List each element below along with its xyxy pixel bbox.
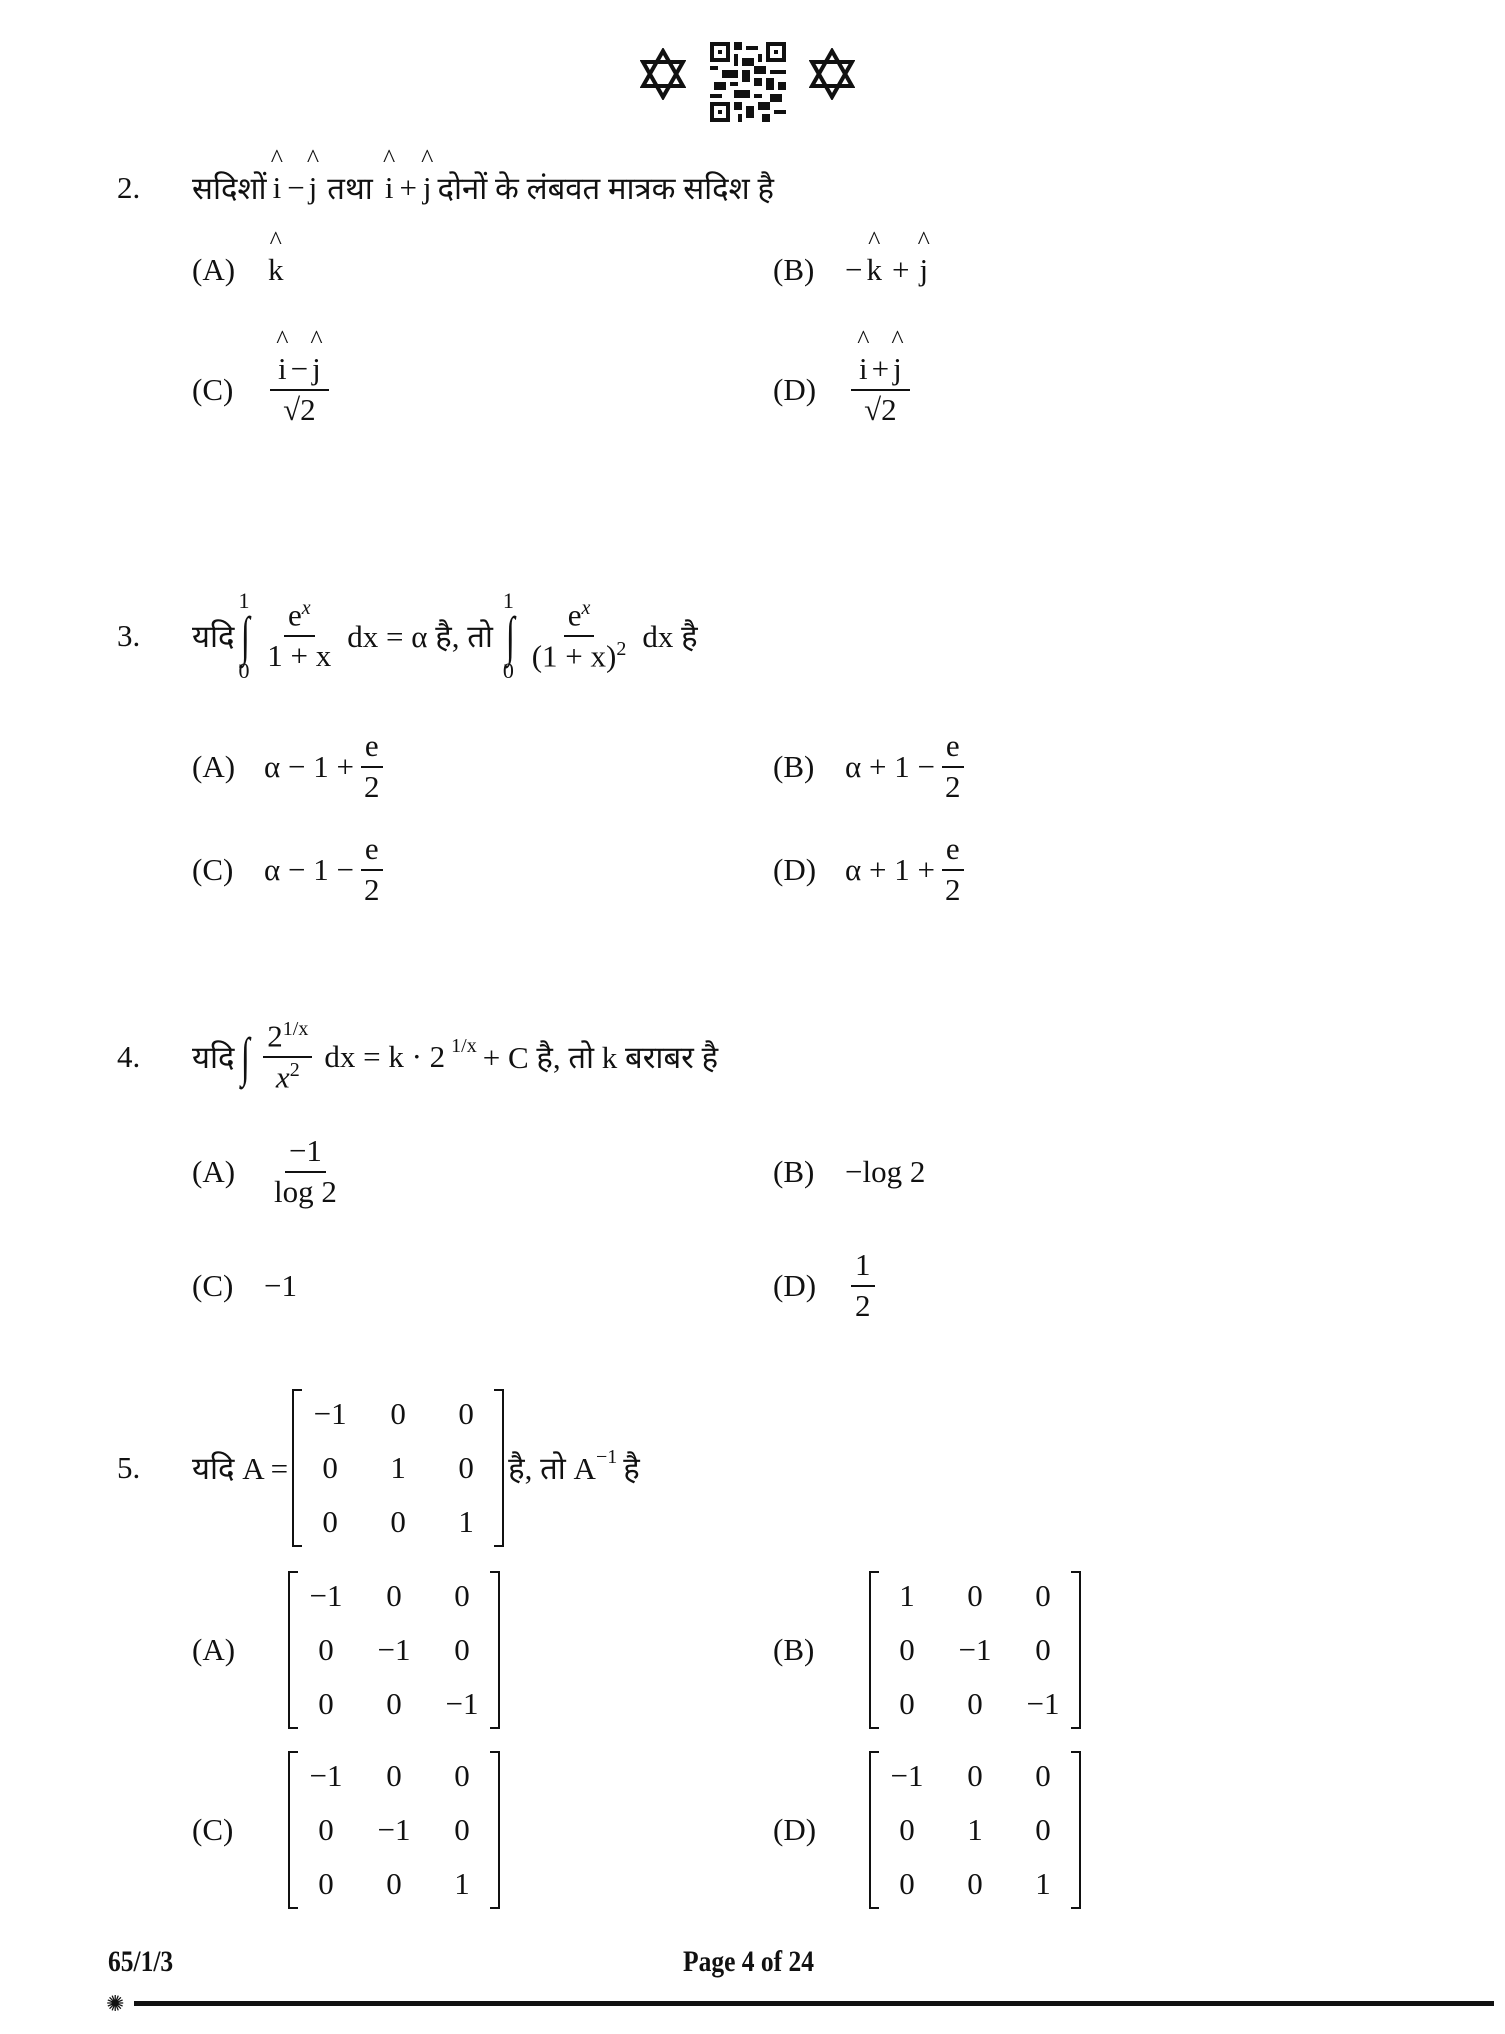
option-d[interactable] bbox=[773, 828, 970, 912]
fraction bbox=[360, 727, 384, 807]
upper-limit: 1 bbox=[238, 587, 250, 613]
option-expression: α − 1 + bbox=[264, 749, 354, 784]
question-text: यदि bbox=[192, 1040, 235, 1075]
question-text: तथा bbox=[327, 171, 373, 206]
option-a[interactable] bbox=[192, 1567, 504, 1733]
numerator: 2 bbox=[267, 1018, 283, 1054]
option-label: (D) bbox=[773, 1812, 817, 1847]
question-text: + C है, तो k बराबर है bbox=[482, 1040, 719, 1075]
fraction bbox=[851, 1246, 875, 1326]
matrix-cell: 0 bbox=[458, 1396, 474, 1431]
matrix-cell: 0 bbox=[386, 1866, 402, 1901]
exponent: x bbox=[581, 596, 591, 619]
question-text: dx है bbox=[642, 619, 698, 654]
matrix-a bbox=[296, 1387, 500, 1549]
numerator: e bbox=[942, 727, 964, 768]
unit-vector-j: ^ j bbox=[309, 170, 318, 206]
option-label: (C) bbox=[192, 372, 234, 407]
denominator: 2 bbox=[944, 872, 961, 907]
denominator: (1 + x) bbox=[531, 638, 617, 674]
matrix-cell: 0 bbox=[1035, 1812, 1051, 1847]
matrix-cell: 1 bbox=[899, 1578, 915, 1613]
question-text: dx = k · 2 bbox=[324, 1039, 446, 1074]
fraction bbox=[270, 1132, 341, 1212]
denominator: √2 bbox=[283, 392, 316, 427]
question-number: 2. bbox=[117, 170, 141, 205]
option-a[interactable] bbox=[192, 1130, 347, 1214]
denominator: 2 bbox=[944, 769, 961, 804]
unit-vector-j: ^ j bbox=[893, 350, 902, 389]
option-expression: α + 1 − bbox=[845, 749, 935, 784]
option-label: (A) bbox=[192, 1632, 236, 1667]
fraction bbox=[941, 727, 965, 807]
matrix-cell: 0 bbox=[454, 1632, 470, 1667]
matrix-cell: 0 bbox=[390, 1396, 406, 1431]
option-a[interactable] bbox=[192, 725, 389, 809]
option-label: (B) bbox=[773, 749, 815, 784]
question-text: सदिशों bbox=[192, 171, 267, 206]
denominator: x bbox=[275, 1059, 290, 1095]
exponent: x bbox=[301, 597, 311, 620]
option-matrix bbox=[292, 1749, 496, 1911]
option-label: (A) bbox=[192, 749, 236, 784]
page-number: Page 4 of 24 bbox=[683, 1945, 815, 1978]
denominator: 1 + x bbox=[267, 638, 332, 674]
matrix-cell: −1 bbox=[313, 1396, 347, 1431]
flower-icon: ✺ bbox=[106, 1991, 125, 2016]
lower-limit: 0 bbox=[502, 658, 514, 684]
question-text: यदि A = bbox=[192, 1451, 289, 1486]
unit-vector-i: ^ i bbox=[273, 170, 282, 206]
operator: + bbox=[891, 252, 910, 287]
lower-limit: 0 bbox=[238, 658, 250, 684]
matrix-cell: 1 bbox=[967, 1812, 983, 1847]
denominator: 2 bbox=[855, 1288, 871, 1323]
denominator: 2 bbox=[363, 769, 380, 804]
upper-limit: 1 bbox=[502, 587, 514, 613]
matrix-cell: 0 bbox=[967, 1866, 983, 1901]
option-b[interactable] bbox=[773, 725, 970, 809]
option-label: (B) bbox=[773, 252, 815, 287]
matrix-cell: 0 bbox=[1035, 1578, 1051, 1613]
option-expression: α − 1 − bbox=[264, 852, 354, 887]
matrix-cell: 0 bbox=[390, 1504, 406, 1539]
option-c[interactable] bbox=[192, 828, 389, 912]
matrix-cell: 0 bbox=[318, 1866, 334, 1901]
fraction bbox=[360, 830, 384, 910]
unit-vector-i: ^ i bbox=[385, 170, 394, 206]
unit-vector-i: ^ i bbox=[278, 350, 287, 389]
fraction bbox=[528, 596, 631, 676]
option-label: (C) bbox=[192, 1812, 234, 1847]
option-label: (B) bbox=[773, 1632, 815, 1667]
numerator: 1 bbox=[851, 1246, 875, 1287]
operator: − bbox=[845, 252, 863, 287]
matrix-cell: 0 bbox=[454, 1812, 470, 1847]
numerator: e bbox=[361, 727, 383, 768]
matrix-cell: 0 bbox=[386, 1686, 402, 1721]
option-c[interactable] bbox=[192, 345, 335, 435]
unit-vector-j: ^ j bbox=[423, 170, 432, 206]
matrix-cell: −1 bbox=[445, 1686, 479, 1721]
matrix-cell: 1 bbox=[458, 1504, 474, 1539]
footer-rule bbox=[134, 2001, 1494, 2006]
option-label: (B) bbox=[773, 1154, 815, 1189]
denominator: √2 bbox=[864, 392, 897, 427]
matrix-cell: −1 bbox=[890, 1758, 924, 1793]
operator: − bbox=[290, 351, 309, 387]
question-text: यदि bbox=[192, 619, 235, 654]
unit-vector-j: ^ j bbox=[919, 252, 928, 288]
matrix-cell: 0 bbox=[1035, 1758, 1051, 1793]
denominator: 2 bbox=[363, 872, 380, 907]
option-label: (D) bbox=[773, 372, 817, 407]
option-d[interactable] bbox=[773, 1747, 1085, 1913]
matrix-cell: 1 bbox=[454, 1866, 470, 1901]
operator: + bbox=[871, 351, 890, 387]
fraction bbox=[851, 350, 910, 430]
question-text: दोनों के लंबवत मात्रक सदिश है bbox=[437, 171, 774, 206]
matrix-cell: 0 bbox=[454, 1578, 470, 1613]
unit-vector-i: ^ i bbox=[859, 350, 868, 389]
question-number: 3. bbox=[117, 618, 141, 653]
exponent: 1/x bbox=[451, 1034, 477, 1057]
matrix-cell: 0 bbox=[454, 1758, 470, 1793]
unit-vector-k: ^ k bbox=[866, 252, 882, 288]
matrix-cell: 0 bbox=[318, 1686, 334, 1721]
option-b[interactable] bbox=[773, 1567, 1085, 1733]
matrix-cell: −1 bbox=[309, 1578, 343, 1613]
matrix-cell: −1 bbox=[958, 1632, 992, 1667]
option-c[interactable] bbox=[192, 1264, 297, 1308]
matrix-cell: 0 bbox=[899, 1812, 915, 1847]
matrix-cell: 0 bbox=[322, 1450, 338, 1485]
option-matrix bbox=[292, 1569, 496, 1731]
exponent: 1/x bbox=[282, 1017, 309, 1040]
option-matrix bbox=[873, 1749, 1077, 1911]
option-d[interactable] bbox=[773, 345, 916, 435]
star-of-david-icon-left bbox=[640, 48, 686, 108]
question-text: dx = α है, तो bbox=[347, 619, 493, 654]
question-text: है bbox=[623, 1451, 640, 1486]
option-label: (C) bbox=[192, 852, 234, 887]
fraction bbox=[941, 830, 965, 910]
option-b[interactable] bbox=[773, 1150, 925, 1194]
matrix-cell: 0 bbox=[386, 1758, 402, 1793]
numerator: e bbox=[361, 830, 383, 871]
qr-code bbox=[710, 42, 786, 122]
matrix-cell: 0 bbox=[967, 1686, 983, 1721]
denominator: log 2 bbox=[274, 1174, 337, 1209]
fraction bbox=[270, 350, 329, 430]
matrix-cell: 1 bbox=[1035, 1866, 1051, 1901]
paper-code: 65/1/3 bbox=[108, 1945, 174, 1978]
matrix-cell: 1 bbox=[390, 1450, 406, 1485]
exponent: 2 bbox=[289, 1059, 300, 1081]
matrix-cell: −1 bbox=[377, 1812, 411, 1847]
integral bbox=[502, 587, 518, 684]
integral-sign: ∫ bbox=[505, 605, 515, 666]
option-label: (A) bbox=[192, 252, 236, 287]
unit-vector-j: ^ j bbox=[312, 350, 321, 389]
matrix-cell: 0 bbox=[899, 1866, 915, 1901]
question-number: 4. bbox=[117, 1039, 141, 1074]
matrix-cell: 0 bbox=[458, 1450, 474, 1485]
numerator: e bbox=[567, 597, 582, 633]
numerator: e bbox=[942, 830, 964, 871]
option-a[interactable] bbox=[192, 248, 288, 292]
option-expression: −log 2 bbox=[845, 1154, 926, 1189]
option-c[interactable] bbox=[192, 1747, 504, 1913]
option-matrix bbox=[873, 1569, 1077, 1731]
option-expression: −1 bbox=[264, 1268, 297, 1303]
numerator: −1 bbox=[285, 1132, 326, 1173]
numerator: e bbox=[287, 597, 302, 633]
fraction bbox=[263, 1017, 312, 1097]
integral-sign: ∫ bbox=[241, 605, 251, 666]
option-expression: α + 1 + bbox=[845, 852, 935, 887]
matrix-cell: 0 bbox=[899, 1632, 915, 1667]
integral bbox=[238, 1026, 253, 1087]
matrix-cell: 0 bbox=[386, 1578, 402, 1613]
matrix-cell: −1 bbox=[377, 1632, 411, 1667]
option-label: (D) bbox=[773, 852, 817, 887]
star-of-david-icon-right bbox=[809, 48, 855, 108]
integral-sign: ∫ bbox=[241, 1026, 251, 1087]
matrix-cell: 0 bbox=[318, 1812, 334, 1847]
matrix-cell: 0 bbox=[967, 1758, 983, 1793]
operator: − bbox=[287, 170, 305, 205]
fraction bbox=[263, 596, 335, 676]
matrix-cell: −1 bbox=[309, 1758, 343, 1793]
unit-vector-k: ^ k bbox=[268, 252, 284, 288]
option-label: (A) bbox=[192, 1154, 236, 1189]
option-label: (D) bbox=[773, 1268, 817, 1303]
option-d[interactable] bbox=[773, 1244, 881, 1328]
question-text: है, तो A bbox=[508, 1451, 596, 1486]
option-label: (C) bbox=[192, 1268, 234, 1303]
exponent: −1 bbox=[595, 1445, 618, 1468]
question-number: 5. bbox=[117, 1450, 141, 1485]
matrix-cell: −1 bbox=[1026, 1686, 1060, 1721]
integral bbox=[238, 587, 253, 684]
matrix-cell: 0 bbox=[318, 1632, 334, 1667]
matrix-cell: 0 bbox=[899, 1686, 915, 1721]
option-b[interactable] bbox=[773, 248, 932, 292]
operator: + bbox=[399, 170, 417, 205]
matrix-cell: 0 bbox=[967, 1578, 983, 1613]
matrix-cell: 0 bbox=[322, 1504, 338, 1539]
exponent: 2 bbox=[616, 638, 627, 660]
matrix-cell: 0 bbox=[1035, 1632, 1051, 1667]
